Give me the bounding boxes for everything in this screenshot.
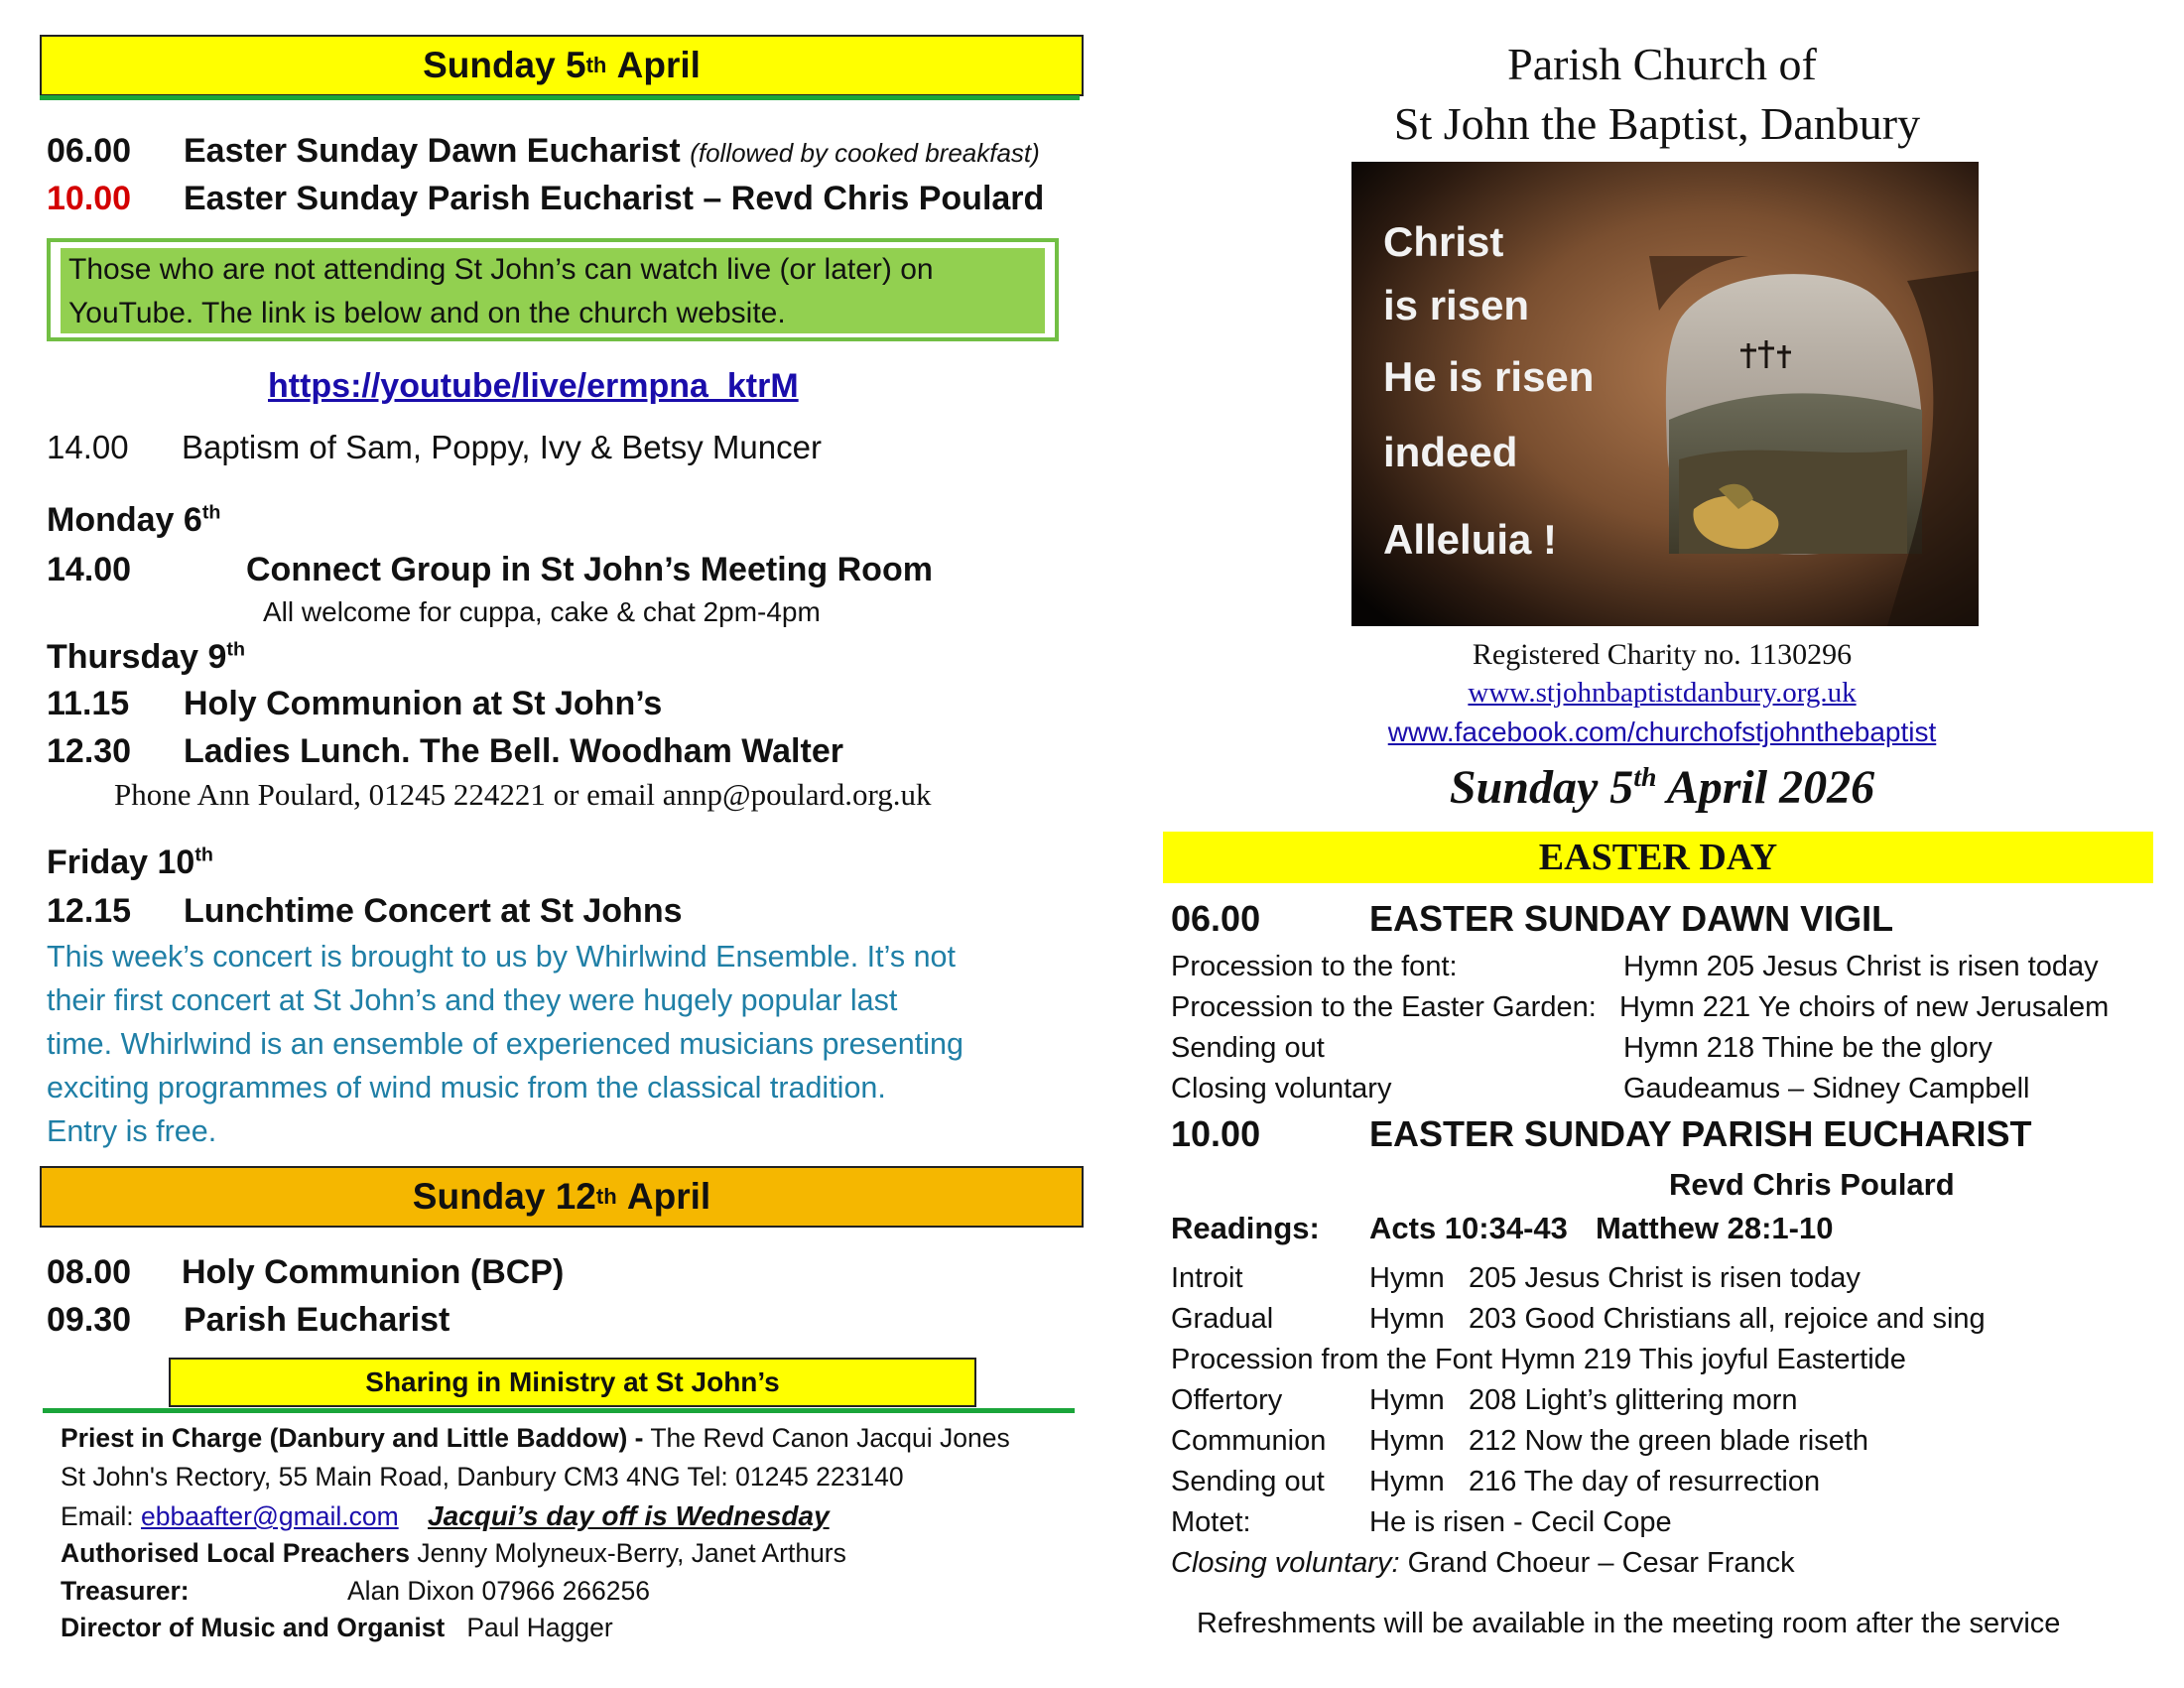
hymn-value: 203 Good Christians all, rejoice and sing bbox=[1469, 1303, 1986, 1335]
sunday-12-header bbox=[40, 1166, 1084, 1228]
hymn-kind: Hymn bbox=[1369, 1303, 1445, 1335]
description-line: exciting programmes of wind music from the classical tradition. bbox=[47, 1071, 886, 1104]
hymn-value: 205 Jesus Christ is risen today bbox=[1469, 1262, 1861, 1294]
image-line: He is risen bbox=[1383, 353, 1595, 400]
header-sup: th bbox=[595, 1184, 617, 1209]
image-line: Christ bbox=[1383, 218, 1504, 265]
ministry-header bbox=[169, 1358, 976, 1407]
hymn-label: Sending out bbox=[1171, 1466, 1325, 1497]
reading-1: Acts 10:34-43 bbox=[1369, 1211, 1568, 1245]
email-line bbox=[61, 1500, 830, 1532]
treasurer-name: Alan Dixon 07966 266256 bbox=[347, 1576, 650, 1606]
reading-2: Matthew 28:1-10 bbox=[1596, 1211, 1834, 1245]
sunday-5-header bbox=[40, 35, 1084, 96]
hymn-label: Gradual bbox=[1171, 1303, 1274, 1335]
event-time: 06.00 bbox=[47, 132, 132, 170]
header-day: Sunday 12 bbox=[412, 1176, 596, 1217]
event-title: Lunchtime Concert at St Johns bbox=[184, 892, 683, 930]
email-link[interactable]: ebbaafter@gmail.com bbox=[141, 1501, 399, 1531]
closing-value: Grand Choeur – Cesar Franck bbox=[1407, 1547, 1795, 1579]
priest-label: Priest in Charge (Danbury and Little Baddow) - bbox=[61, 1423, 644, 1453]
youtube-link[interactable]: https://youtube/live/ermpna_ktrM bbox=[268, 367, 799, 405]
service-title: EASTER SUNDAY PARISH EUCHARIST bbox=[1369, 1113, 2032, 1154]
hymn-kind: Hymn bbox=[1369, 1466, 1445, 1497]
music-name: Paul Hagger bbox=[466, 1613, 613, 1642]
service-title: EASTER SUNDAY DAWN VIGIL bbox=[1369, 898, 1894, 939]
preachers-line bbox=[61, 1538, 846, 1569]
website-link[interactable]: www.stjohnbaptistdanbury.org.uk bbox=[1468, 677, 1857, 709]
day-heading-friday bbox=[47, 844, 213, 882]
description-line: Entry is free. bbox=[47, 1114, 217, 1148]
image-line: is risen bbox=[1383, 282, 1530, 328]
image-line: Alleluia ! bbox=[1383, 516, 1558, 563]
facebook-link[interactable]: www.facebook.com/churchofstjohnthebaptist bbox=[1387, 716, 1937, 747]
concert-description bbox=[47, 935, 964, 1153]
order-label: Procession to the Easter Garden: bbox=[1171, 991, 1597, 1023]
image-line: indeed bbox=[1383, 429, 1518, 475]
preachers-label: Authorised Local Preachers bbox=[61, 1538, 410, 1568]
priest-name: The Revd Canon Jacqui Jones bbox=[650, 1423, 1010, 1453]
date-day: Sunday 5 bbox=[1449, 761, 1634, 814]
event-time: 12.30 bbox=[47, 732, 132, 770]
event-title bbox=[184, 132, 1040, 171]
event-time: 10.00 bbox=[47, 180, 132, 217]
event-title: Baptism of Sam, Poppy, Ivy & Betsy Muncer bbox=[182, 429, 822, 465]
event-time: 09.30 bbox=[47, 1301, 132, 1339]
youtube-notice: Those who are not attending St John’s can watch live (or later) on YouTube. The link is below and on the church website. bbox=[61, 248, 1045, 333]
order-label: Procession to the font: bbox=[1171, 951, 1458, 982]
hymn-kind: Hymn bbox=[1369, 1384, 1445, 1416]
easter-day-banner bbox=[1163, 832, 2153, 883]
hymn-label: Introit bbox=[1171, 1262, 1243, 1294]
service-date bbox=[1349, 760, 1975, 815]
event-title: Easter Sunday Parish Eucharist – Revd Chris Poulard bbox=[184, 180, 1045, 217]
preachers-names: Jenny Molyneux-Berry, Janet Arthurs bbox=[417, 1538, 846, 1568]
description-line: time. Whirlwind is an ensemble of experienced musicians presenting bbox=[47, 1027, 964, 1061]
event-title: Connect Group in St John’s Meeting Room bbox=[246, 551, 933, 588]
event-time: 08.00 bbox=[47, 1253, 132, 1291]
day-sup: th bbox=[201, 501, 221, 524]
hymn-label: Communion bbox=[1171, 1425, 1327, 1457]
contact-line: Phone Ann Poulard, 01245 224221 or email annp@poulard.org.uk bbox=[114, 777, 932, 812]
easter-day-label: EASTER DAY bbox=[1538, 837, 1778, 878]
header-underline bbox=[40, 95, 1080, 100]
hymn-kind: Hymn bbox=[1369, 1262, 1445, 1294]
charity-number: Registered Charity no. 1130296 bbox=[1472, 638, 1853, 671]
event-title-text: Easter Sunday Dawn Eucharist bbox=[184, 132, 681, 170]
service-time: 06.00 bbox=[1171, 898, 1261, 939]
closing-label: Closing voluntary: bbox=[1171, 1547, 1400, 1579]
order-label: Sending out bbox=[1171, 1032, 1325, 1064]
day-sup: th bbox=[226, 638, 245, 661]
description-line: their first concert at St John’s and they were hugely popular last bbox=[47, 983, 898, 1017]
hymn-value: 216 The day of resurrection bbox=[1469, 1466, 1821, 1497]
motet-label: Motet: bbox=[1171, 1506, 1251, 1538]
event-title: Ladies Lunch. The Bell. Woodham Walter bbox=[184, 732, 843, 770]
day-heading-monday bbox=[47, 501, 220, 540]
day-sup: th bbox=[194, 844, 213, 866]
order-label: Closing voluntary bbox=[1171, 1073, 1392, 1104]
event-title: Holy Communion at St John’s bbox=[184, 685, 663, 722]
easter-tomb-image bbox=[1351, 162, 1979, 626]
event-time: 14.00 bbox=[47, 429, 129, 465]
refreshments-note: Refreshments will be available in the meeting room after the service bbox=[1197, 1608, 2061, 1639]
day-name: Monday 6 bbox=[47, 501, 202, 539]
header-month: April bbox=[616, 45, 701, 85]
priest-line bbox=[61, 1423, 1010, 1454]
event-time: 14.00 bbox=[47, 551, 132, 588]
date-sup: th bbox=[1633, 762, 1657, 793]
church-title-line1: Parish Church of bbox=[1507, 39, 1817, 89]
order-value: Gaudeamus – Sidney Campbell bbox=[1623, 1073, 2030, 1104]
event-time: 12.15 bbox=[47, 892, 132, 930]
description-line: This week’s concert is brought to us by Whirlwind Ensemble. It’s not bbox=[47, 940, 956, 974]
order-value: Hymn 221 Ye choirs of new Jerusalem bbox=[1619, 991, 2110, 1023]
order-value: Hymn 218 Thine be the glory bbox=[1623, 1032, 1992, 1064]
hymn-value: 212 Now the green blade riseth bbox=[1469, 1425, 1869, 1457]
header-month: April bbox=[626, 1176, 711, 1217]
hymn-label: Offertory bbox=[1171, 1384, 1283, 1416]
music-line bbox=[61, 1613, 613, 1643]
date-rest: April 2026 bbox=[1666, 761, 1875, 814]
readings-label: Readings: bbox=[1171, 1211, 1320, 1245]
procession-line: Procession from the Font Hymn 219 This joyful Eastertide bbox=[1171, 1344, 1906, 1375]
day-heading-thursday bbox=[47, 638, 245, 677]
motet-value: He is risen - Cecil Cope bbox=[1369, 1506, 1672, 1538]
day-name: Friday 10 bbox=[47, 844, 195, 881]
event-note: All welcome for cuppa, cake & chat 2pm-4pm bbox=[263, 596, 821, 627]
music-label: Director of Music and Organist bbox=[61, 1613, 446, 1642]
header-day: Sunday 5 bbox=[423, 45, 586, 85]
header-sup: th bbox=[585, 53, 607, 77]
event-title: Parish Eucharist bbox=[184, 1301, 450, 1339]
ministry-underline bbox=[43, 1408, 1075, 1413]
event-title: Holy Communion (BCP) bbox=[182, 1253, 565, 1291]
event-note: (followed by cooked breakfast) bbox=[690, 138, 1040, 168]
celebrant: Revd Chris Poulard bbox=[1669, 1167, 1955, 1202]
order-value: Hymn 205 Jesus Christ is risen today bbox=[1623, 951, 2099, 982]
hymn-value: 208 Light’s glittering morn bbox=[1469, 1384, 1798, 1416]
service-time: 10.00 bbox=[1171, 1113, 1261, 1154]
hymn-kind: Hymn bbox=[1369, 1425, 1445, 1457]
day-name: Thursday 9 bbox=[47, 638, 227, 676]
email-label: Email: bbox=[61, 1501, 134, 1531]
day-off: Jacqui’s day off is Wednesday bbox=[428, 1500, 830, 1531]
event-time: 11.15 bbox=[47, 685, 130, 722]
church-title-line2: St John the Baptist, Danbury bbox=[1393, 98, 1921, 149]
ministry-header-text: Sharing in Ministry at St John’s bbox=[365, 1366, 780, 1397]
youtube-notice-box bbox=[47, 238, 1059, 341]
closing-voluntary-line bbox=[1171, 1547, 1795, 1580]
treasurer-label: Treasurer: bbox=[61, 1576, 190, 1606]
rectory-address: St John's Rectory, 55 Main Road, Danbury CM3 4NG Tel: 01245 223140 bbox=[61, 1462, 904, 1492]
